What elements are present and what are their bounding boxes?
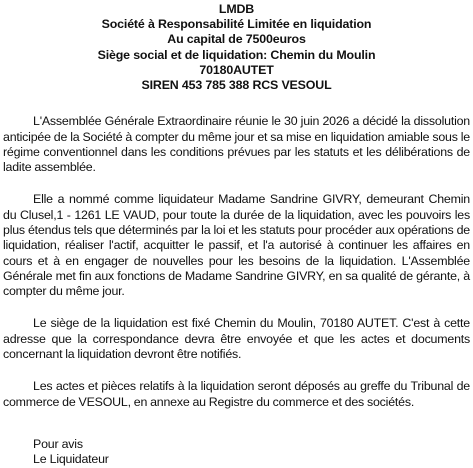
- signature-line-1: Pour avis: [33, 436, 83, 451]
- paragraph-liquidation-seat: Le siège de la liquidation est fixé Chemin du Moulin, 70180 AUTET. C'est à cette adresse que la correspondance devra être envoyée et que les actes et documents concernant la liquidation devront être notifiés.: [3, 316, 470, 362]
- notice-header: [3, 2, 470, 93]
- company-capital: Au capital de 7500euros: [167, 32, 306, 47]
- company-siren: SIREN 453 785 388 RCS VESOUL: [141, 78, 332, 93]
- paragraph-liquidator: Elle a nommé comme liquidateur Madame Sandrine GIVRY, demeurant Chemin du Clusel,1 - 1261 LE VAUD, pour toute la durée de la liquidation, avec les pouvoirs les plus étendus tels que déterminés par la loi et les statuts pour procéder aux opérations de liquidation, réaliser l'actif, acquitter le passif, et l'a autorisé à continuer les affaires en cours et à en engager de nouvelles pour les besoins de la liquidation. L'Assemblée Générale met fin aux fonctions de Madame Sandrine GIVRY, en sa qualité de gérante, à compter du même jour.: [3, 192, 470, 299]
- signature-block: [33, 437, 470, 468]
- paragraph-filing: Les actes et pièces relatifs à la liquidation seront déposés au greffe du Tribunal de commerce de VESOUL, en annexe au Registre du commerce et des sociétés.: [3, 379, 470, 409]
- signature-line-2: Le Liquidateur: [33, 452, 109, 467]
- company-name: LMDB: [218, 2, 255, 16]
- company-registered-office: Siège social et de liquidation: Chemin du Moulin: [97, 47, 376, 62]
- company-legal-form: Société à Responsabilité Limitée en liquidation: [101, 17, 372, 32]
- paragraph-dissolution: L'Assemblée Générale Extraordinaire réunie le 30 juin 2026 a décidé la dissolution anticipée de la Société à compter du même jour et sa mise en liquidation amiable sous le régime conventionnel dans les conditions prévues par les statuts et les délibérations de ladite assemblée.: [3, 114, 470, 175]
- company-postal-code: 70180AUTET: [199, 62, 274, 77]
